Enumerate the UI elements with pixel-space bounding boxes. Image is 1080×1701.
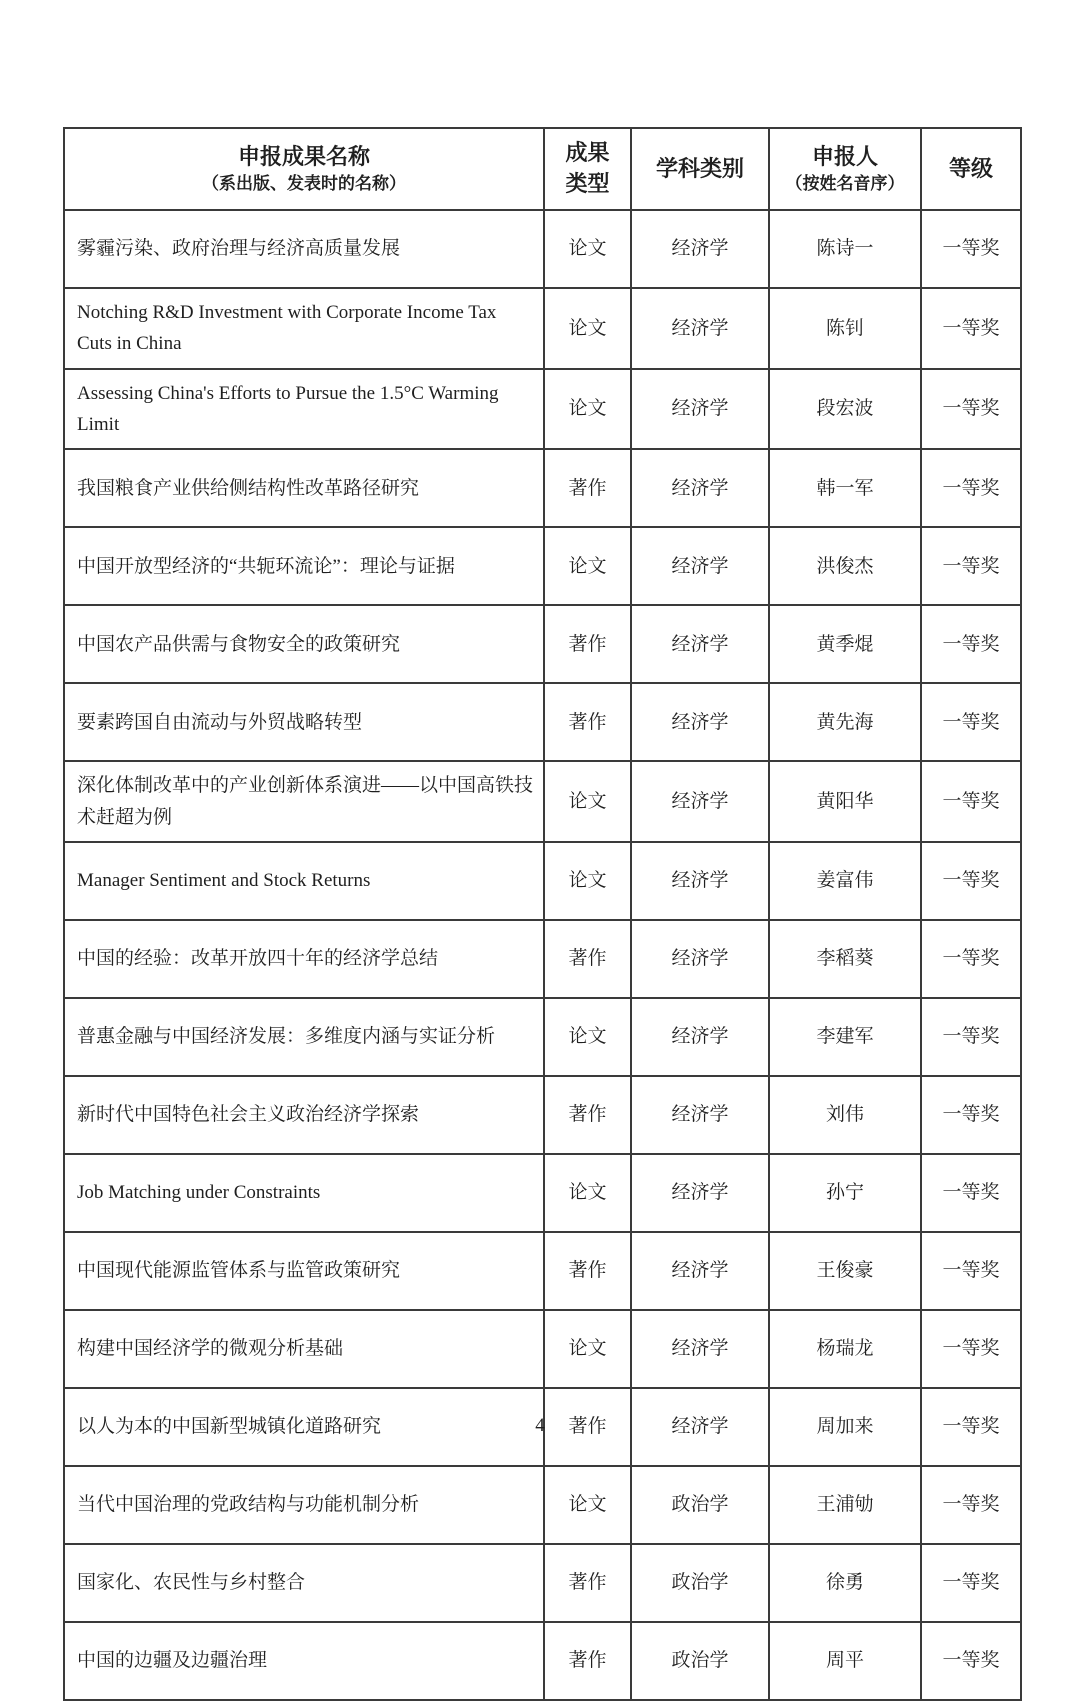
- applicant-cell: 周加来: [769, 1388, 921, 1466]
- result-type-cell: 论文: [544, 761, 631, 842]
- result-name-cell: 中国开放型经济的“共轭环流论”：理论与证据: [64, 527, 544, 605]
- applicant-cell: 黄季焜: [769, 605, 921, 683]
- col-header-applicant: [769, 128, 921, 210]
- result-name-cell: Assessing China's Efforts to Pursue the 1.5°C Warming Limit: [64, 369, 544, 450]
- result-name-cell: 中国农产品供需与食物安全的政策研究: [64, 605, 544, 683]
- grade-cell: 一等奖: [921, 683, 1021, 761]
- grade-cell: 一等奖: [921, 1232, 1021, 1310]
- subject-category-cell: 经济学: [631, 1154, 769, 1232]
- grade-cell: 一等奖: [921, 210, 1021, 288]
- result-type-cell: 论文: [544, 1466, 631, 1544]
- subject-category-cell: 经济学: [631, 1232, 769, 1310]
- applicant-cell: 周平: [769, 1622, 921, 1700]
- grade-cell: 一等奖: [921, 761, 1021, 842]
- col-header-result-name-sublabel: （系出版、发表时的名称）: [202, 174, 406, 194]
- table-header-row: [64, 128, 1021, 210]
- grade-cell: 一等奖: [921, 527, 1021, 605]
- grade-cell: 一等奖: [921, 449, 1021, 527]
- result-name-cell: 国家化、农民性与乡村整合: [64, 1544, 544, 1622]
- result-type-cell: 论文: [544, 842, 631, 920]
- table-row: [64, 1076, 1021, 1154]
- applicant-cell: 段宏波: [769, 369, 921, 450]
- result-type-cell: 论文: [544, 527, 631, 605]
- col-header-result-type: [544, 128, 631, 210]
- table-row: [64, 288, 1021, 369]
- grade-cell: 一等奖: [921, 1544, 1021, 1622]
- col-header-applicant-sublabel: （按姓名音序）: [785, 174, 905, 194]
- result-type-cell: 著作: [544, 605, 631, 683]
- col-header-applicant-label: 申报人: [811, 143, 878, 169]
- result-name-cell: 普惠金融与中国经济发展：多维度内涵与实证分析: [64, 998, 544, 1076]
- result-type-cell: 著作: [544, 1076, 631, 1154]
- subject-category-cell: 经济学: [631, 369, 769, 450]
- grade-cell: 一等奖: [921, 605, 1021, 683]
- grade-cell: 一等奖: [921, 998, 1021, 1076]
- applicant-cell: 黄阳华: [769, 761, 921, 842]
- applicant-cell: 陈诗一: [769, 210, 921, 288]
- subject-category-cell: 经济学: [631, 288, 769, 369]
- result-type-cell: 论文: [544, 1310, 631, 1388]
- result-name-cell: 构建中国经济学的微观分析基础: [64, 1310, 544, 1388]
- subject-category-cell: 经济学: [631, 842, 769, 920]
- subject-category-cell: 经济学: [631, 210, 769, 288]
- result-type-cell: 著作: [544, 1622, 631, 1700]
- result-name-cell: 中国的边疆及边疆治理: [64, 1622, 544, 1700]
- col-header-grade: [921, 128, 1021, 210]
- subject-category-cell: 经济学: [631, 998, 769, 1076]
- result-type-cell: 著作: [544, 449, 631, 527]
- applicant-cell: 洪俊杰: [769, 527, 921, 605]
- table-row: [64, 1544, 1021, 1622]
- table-row: [64, 1622, 1021, 1700]
- grade-cell: 一等奖: [921, 1388, 1021, 1466]
- table-row: [64, 683, 1021, 761]
- grade-cell: 一等奖: [921, 288, 1021, 369]
- table-row: [64, 449, 1021, 527]
- result-name-cell: Job Matching under Constraints: [64, 1154, 544, 1232]
- applicant-cell: 徐勇: [769, 1544, 921, 1622]
- subject-category-cell: 经济学: [631, 1388, 769, 1466]
- subject-category-cell: 政治学: [631, 1466, 769, 1544]
- subject-category-cell: 经济学: [631, 527, 769, 605]
- applicant-cell: 李建军: [769, 998, 921, 1076]
- subject-category-cell: 经济学: [631, 683, 769, 761]
- table-body: [64, 210, 1021, 1700]
- result-name-cell: 新时代中国特色社会主义政治经济学探索: [64, 1076, 544, 1154]
- result-name-cell: 当代中国治理的党政结构与功能机制分析: [64, 1466, 544, 1544]
- result-type-cell: 著作: [544, 920, 631, 998]
- awards-table: [63, 127, 1022, 1701]
- result-name-cell: 我国粮食产业供给侧结构性改革路径研究: [64, 449, 544, 527]
- result-type-cell: 论文: [544, 1154, 631, 1232]
- grade-cell: 一等奖: [921, 1310, 1021, 1388]
- result-name-cell: 雾霾污染、政府治理与经济高质量发展: [64, 210, 544, 288]
- subject-category-cell: 经济学: [631, 1076, 769, 1154]
- table-row: [64, 920, 1021, 998]
- result-type-cell: 著作: [544, 1388, 631, 1466]
- table-row: [64, 369, 1021, 450]
- result-name-cell: Notching R&D Investment with Corporate Income Tax Cuts in China: [64, 288, 544, 369]
- applicant-cell: 王浦劬: [769, 1466, 921, 1544]
- col-header-result-name: [64, 128, 544, 210]
- table-row: [64, 842, 1021, 920]
- grade-cell: 一等奖: [921, 920, 1021, 998]
- table-row: [64, 605, 1021, 683]
- applicant-cell: 李稻葵: [769, 920, 921, 998]
- result-type-cell: 论文: [544, 998, 631, 1076]
- subject-category-cell: 经济学: [631, 761, 769, 842]
- subject-category-cell: 经济学: [631, 449, 769, 527]
- subject-category-cell: 经济学: [631, 920, 769, 998]
- result-name-cell: 中国现代能源监管体系与监管政策研究: [64, 1232, 544, 1310]
- grade-cell: 一等奖: [921, 1466, 1021, 1544]
- col-header-grade-label: 等级: [948, 156, 993, 182]
- applicant-cell: 刘伟: [769, 1076, 921, 1154]
- col-header-subject-category: [631, 128, 769, 210]
- subject-category-cell: 政治学: [631, 1544, 769, 1622]
- table-row: [64, 1232, 1021, 1310]
- result-type-cell: 论文: [544, 288, 631, 369]
- result-name-cell: 要素跨国自由流动与外贸战略转型: [64, 683, 544, 761]
- grade-cell: 一等奖: [921, 1154, 1021, 1232]
- grade-cell: 一等奖: [921, 1076, 1021, 1154]
- applicant-cell: 孙宁: [769, 1154, 921, 1232]
- applicant-cell: 姜富伟: [769, 842, 921, 920]
- grade-cell: 一等奖: [921, 842, 1021, 920]
- result-type-cell: 著作: [544, 683, 631, 761]
- col-header-result-type-label: 成果类型: [565, 140, 610, 196]
- subject-category-cell: 经济学: [631, 1310, 769, 1388]
- result-type-cell: 著作: [544, 1232, 631, 1310]
- grade-cell: 一等奖: [921, 369, 1021, 450]
- grade-cell: 一等奖: [921, 1622, 1021, 1700]
- applicant-cell: 黄先海: [769, 683, 921, 761]
- result-type-cell: 论文: [544, 369, 631, 450]
- table-row: [64, 1466, 1021, 1544]
- result-name-cell: Manager Sentiment and Stock Returns: [64, 842, 544, 920]
- table-row: [64, 998, 1021, 1076]
- result-type-cell: 论文: [544, 210, 631, 288]
- subject-category-cell: 经济学: [631, 605, 769, 683]
- result-name-cell: 中国的经验：改革开放四十年的经济学总结: [64, 920, 544, 998]
- result-name-cell: 以人为本的中国新型城镇化道路研究: [64, 1388, 544, 1466]
- page-number: 4: [535, 1415, 545, 1436]
- applicant-cell: 韩一军: [769, 449, 921, 527]
- col-header-subject-category-label: 学科类别: [655, 156, 744, 182]
- table-row: [64, 761, 1021, 842]
- table-row: [64, 1310, 1021, 1388]
- result-name-cell: 深化体制改革中的产业创新体系演进——以中国高铁技术赶超为例: [64, 761, 544, 842]
- applicant-cell: 王俊豪: [769, 1232, 921, 1310]
- table-row: [64, 527, 1021, 605]
- subject-category-cell: 政治学: [631, 1622, 769, 1700]
- applicant-cell: 陈钊: [769, 288, 921, 369]
- table-row: [64, 210, 1021, 288]
- col-header-result-name-label: 申报成果名称: [237, 143, 370, 169]
- result-type-cell: 著作: [544, 1544, 631, 1622]
- applicant-cell: 杨瑞龙: [769, 1310, 921, 1388]
- table-row: [64, 1154, 1021, 1232]
